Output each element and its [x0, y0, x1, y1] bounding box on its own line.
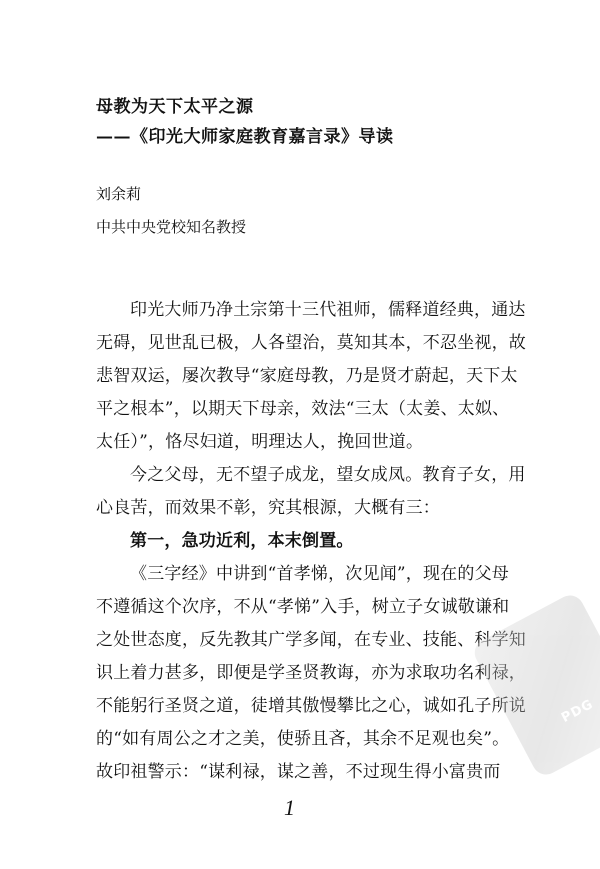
section-heading: 第一，急功近利，本末倒置。 [130, 531, 354, 551]
article-subtitle: ——《印光大师家庭教育嘉言录》导读 [96, 127, 394, 147]
author-affiliation: 中共中央党校知名教授 [96, 218, 247, 236]
article-title: 母教为天下太平之源 [96, 97, 254, 117]
watermark-text: PDG [559, 696, 597, 726]
author-name: 刘余莉 [96, 185, 142, 203]
body-line: 印光大师乃净土宗第十三代祖师，儒释道经典，通达 [130, 300, 526, 320]
body-line: 之处世态度，反先教其广学多闻，在专业、技能、科学知 [96, 630, 526, 650]
body-line: 《三字经》中讲到“首孝悌，次见闻”，现在的父母 [130, 564, 509, 584]
body-line: 不能躬行圣贤之道，徒增其傲慢攀比之心，诚如孔子所说 [96, 696, 526, 716]
body-line: 心良苦，而效果不彰，究其根源，大概有三： [96, 498, 440, 518]
body-line: 识上着力甚多，即便是学圣贤教诲，亦为求取功名利禄， [96, 663, 526, 683]
watermark-shape [470, 591, 600, 780]
body-line: 不遵循这个次序，不从“孝悌”入手，树立子女诚敬谦和 [96, 597, 510, 617]
body-line: 悲智双运，屡次教导“家庭母教，乃是贤才蔚起，天下太 [96, 366, 518, 386]
body-line: 平之根本”，以期天下母亲，效法“三太（太姜、太姒、 [96, 399, 510, 419]
body-line: 故印祖警示：“谋利禄，谋之善，不过现生得小富贵而 [96, 762, 501, 782]
body-line: 的“如有周公之才之美，使骄且吝，其余不足观也矣”。 [96, 729, 510, 749]
page-number: 1 [284, 795, 295, 820]
body-line: 太任）”，恪尽妇道，明理达人，挽回世道。 [96, 432, 424, 452]
body-line: 今之父母，无不望子成龙，望女成凤。教育子女，用 [130, 465, 526, 485]
body-line: 无碍，见世乱已极，人各望治，莫知其本，不忍坐视，故 [96, 333, 526, 353]
